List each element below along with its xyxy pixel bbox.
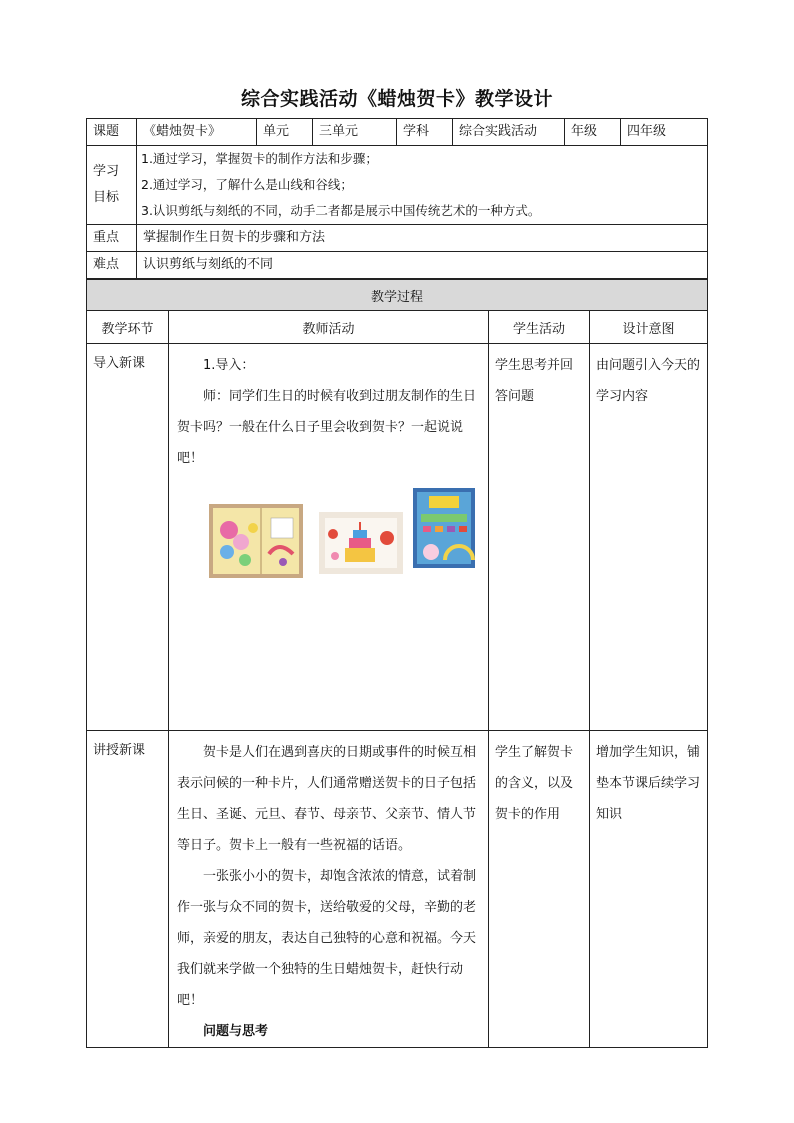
process-band-title: 教学过程 — [87, 280, 708, 311]
objective-item: 1.通过学习，掌握贺卡的制作方法和步骤； — [141, 151, 378, 166]
header-intent: 设计意图 — [590, 311, 708, 344]
teacher-activity-cell — [169, 731, 489, 1048]
grade-value: 四年级 — [621, 119, 708, 146]
greeting-card-photos — [177, 488, 480, 580]
topic-label: 课题 — [87, 119, 137, 146]
card-photo-rainbow — [413, 488, 475, 568]
student-activity-cell: 学生思考并回答问题 — [489, 344, 590, 731]
teacher-paragraph: 一张张小小的贺卡，却饱含浓浓的情意，试着制作一张与众不同的贺卡，送给敬爱的父母，辛勤的老师，亲爱的朋友，表达自己独特的心意和祝福。今天我们就来学做一个独特的生日蜡烛贺卡，赶快行动吧！ — [177, 869, 477, 1008]
info-row-basic — [87, 119, 708, 146]
student-activity-cell: 学生了解贺卡的含义，以及贺卡的作用 — [489, 731, 590, 1048]
stage-cell: 导入新课 — [87, 344, 169, 731]
objective-item: 3.认识剪纸与刻纸的不同，动手二者都是展示中国传统艺术的一种方式。 — [141, 203, 541, 218]
grade-label: 年级 — [565, 119, 621, 146]
subject-label: 学科 — [397, 119, 453, 146]
unit-label: 单元 — [257, 119, 313, 146]
header-stage: 教学环节 — [87, 311, 169, 344]
stage-cell: 讲授新课 — [87, 731, 169, 1048]
teacher-heading: 1.导入： — [203, 358, 255, 373]
teacher-paragraph: 贺卡是人们在遇到喜庆的日期或事件的时候互相表示问候的一种卡片，人们通常赠送贺卡的日子包括生日、圣诞、元旦、春节、母亲节、父亲节、情人节等日子。贺卡上一般有一些祝福的话语。 — [177, 745, 477, 853]
difficulty-label: 难点 — [87, 252, 137, 279]
card-photo-flowers — [209, 504, 303, 578]
page-title: 综合实践活动《蜡烛贺卡》教学设计 — [240, 88, 553, 110]
subject-value: 综合实践活动 — [453, 119, 565, 146]
header-teacher: 教师活动 — [169, 311, 489, 344]
info-table — [86, 118, 708, 279]
difficulty-value: 认识剪纸与刻纸的不同 — [137, 252, 708, 279]
objectives-list — [137, 146, 708, 225]
header-student: 学生活动 — [489, 311, 590, 344]
design-intent-cell: 由问题引入今天的学习内容 — [590, 344, 708, 731]
info-row-key — [87, 225, 708, 252]
design-intent-cell: 增加学生知识，铺垫本节课后续学习知识 — [590, 731, 708, 1048]
unit-value: 三单元 — [313, 119, 397, 146]
teacher-subheading: 问题与思考 — [203, 1024, 269, 1039]
info-row-objectives — [87, 146, 708, 225]
teacher-text: 师：同学们生日的时候有收到过朋友制作的生日贺卡吗？一般在什么日子里会收到贺卡？一起说说吧！ — [177, 389, 477, 466]
table-row — [87, 731, 708, 1048]
teacher-activity-cell — [169, 344, 489, 731]
process-table — [86, 279, 708, 1048]
card-photo-cake — [319, 512, 403, 574]
key-value: 掌握制作生日贺卡的步骤和方法 — [137, 225, 708, 252]
table-row — [87, 344, 708, 731]
info-row-difficulty — [87, 252, 708, 279]
process-header-row — [87, 311, 708, 344]
topic-value: 《蜡烛贺卡》 — [137, 119, 257, 146]
key-label: 重点 — [87, 225, 137, 252]
objective-item: 2.通过学习，了解什么是山线和谷线； — [141, 177, 353, 192]
objectives-label: 学习 目标 — [87, 146, 137, 225]
